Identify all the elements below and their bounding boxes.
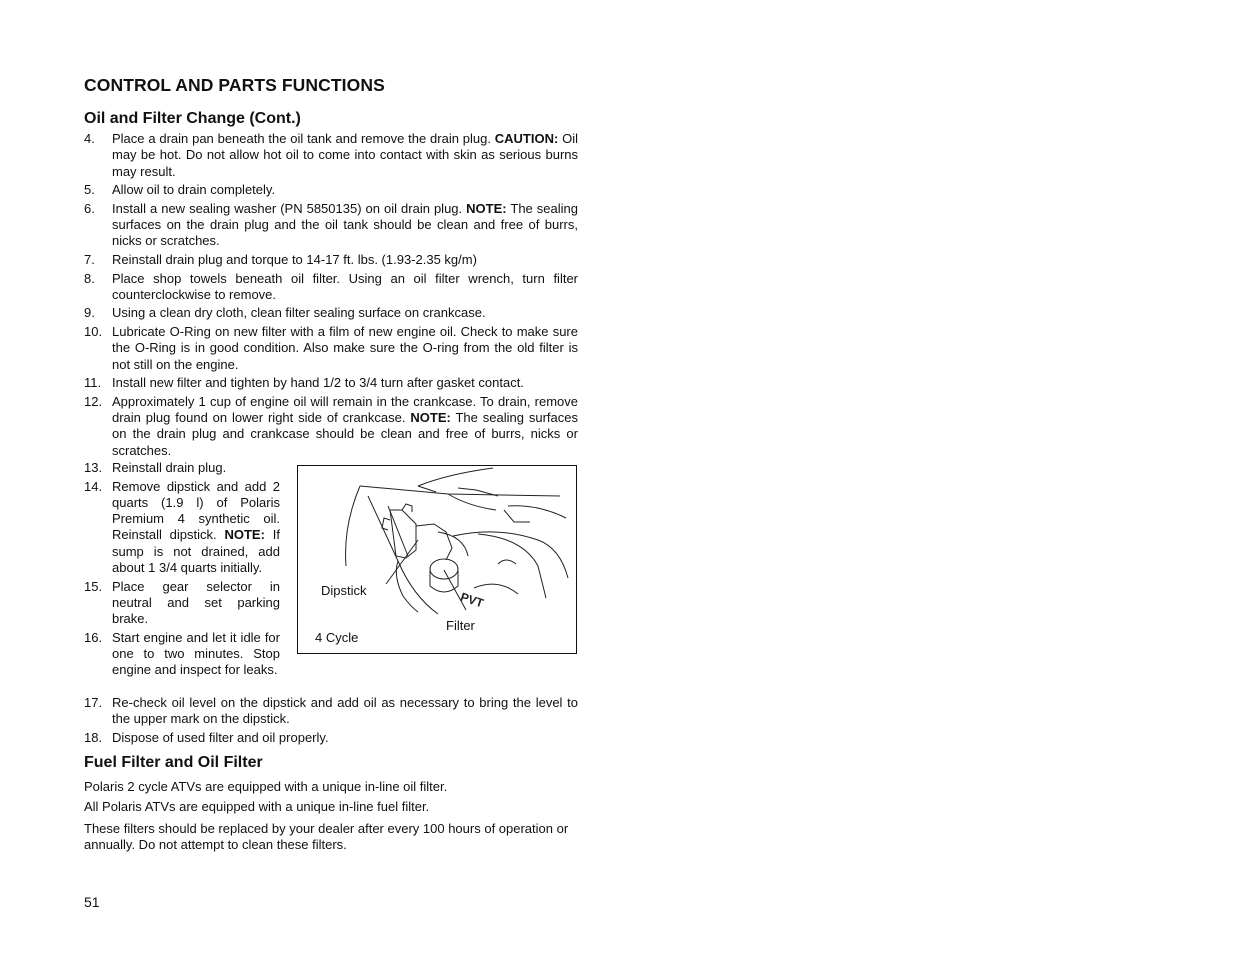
step-number: 8. [84,270,95,286]
section-title-oil-filter-change: Oil and Filter Change (Cont.) [84,110,301,127]
step-item [84,252,578,268]
step-text: Install a new sealing washer (PN 5850135) on oil drain plug. [112,200,467,216]
step-text: Place a drain pan beneath the oil tank and remove the drain plug. [112,131,495,146]
step-number: 15. [84,578,103,594]
step-text: Allow oil to drain completely. [112,182,276,198]
step-number: 4. [84,131,95,146]
step-item [84,182,578,198]
dipstick-label: Dipstick [321,583,367,598]
step-caution: CAUTION: [494,131,559,146]
page-title: CONTROL AND PARTS FUNCTIONS [84,75,385,95]
step-text: Using a clean dry cloth, clean filter sealing surface on crankcase. [112,305,486,321]
step-item [84,375,578,391]
steps-list-lower [84,695,578,748]
step-text: The sealing surfaces on the drain plug and crankcase should be clean and free of burrs, nicks or scratches. [112,410,578,458]
step-text: Approximately 1 cup of engine oil will remain in the crankcase. To drain, remove drain plug found on lower right side of crankcase. [112,393,578,426]
step-item [84,324,578,373]
step-item [84,460,280,476]
step-number: 6. [84,200,95,216]
pvt-logo: PVT [458,589,486,611]
step-text: Dispose of used filter and oil properly. [112,729,329,745]
step-number: 13. [84,460,103,475]
step-number: 18. [84,729,103,745]
step-number: 14. [84,478,103,494]
engine-illustration [298,466,576,653]
step-number: 16. [84,629,103,645]
cycle-label: 4 Cycle [315,630,359,645]
paragraph: These filters should be replaced by your dealer after every 100 hours of operation or annually. Do not attempt to clean these filters. [84,821,569,852]
step-number: 11. [84,375,102,391]
step-text: Oil may be hot. Do not allow hot oil to come into contact with skin as serious burns may result. [112,131,578,179]
step-number: 7. [84,251,95,267]
step-text: Start engine and let it idle for one to two minutes. Stop engine and inspect for leaks. [112,629,280,678]
step-number: 10. [84,324,103,340]
step-item [84,579,280,628]
step-item [84,271,578,304]
step-item [84,630,280,679]
step-number: 9. [84,305,95,321]
step-item [84,305,578,321]
step-text: Install new filter and tighten by hand 1/2 to 3/4 turn after gasket contact. [112,375,524,391]
step-text: The sealing surfaces on the drain plug and the oil tank should be clean and free of burrs, nicks or scratches. [112,200,578,249]
step-item [84,131,578,180]
step-text: Place gear selector in neutral and set parking brake. [112,578,280,627]
step-text: Place shop towels beneath oil filter. Using an oil filter wrench, turn filter counterclockwise to remove. [112,270,578,302]
step-number: 17. [84,695,103,710]
step-number: 12. [84,393,103,409]
step-note: NOTE: [410,410,451,426]
filter-label: Filter [446,618,475,633]
engine-oil-figure [297,465,577,654]
step-text: Reinstall drain plug and torque to 14-17 ft. lbs. (1.93-2.35 kg/m) [112,251,477,267]
step-item [84,479,280,577]
step-number: 5. [84,182,95,198]
paragraph: Polaris 2 cycle ATVs are equipped with a unique in-line oil filter. [84,779,448,794]
steps-list-upper [84,131,578,461]
section-title-fuel-oil-filter: Fuel Filter and Oil Filter [84,754,263,771]
page-number: 51 [84,894,100,910]
step-text: Remove dipstick and add 2 quarts (1.9 l) of Polaris Premium 4 synthetic oil. Reinstall dipstick. [112,478,280,543]
step-note: NOTE: [466,200,507,216]
step-item [84,201,578,250]
step-text: Lubricate O-Ring on new filter with a film of new engine oil. Check to make sure the O-Ring is in good condition. Also make sure the O-ring from the old filter is not still on the engine. [112,324,578,372]
step-item [84,394,578,459]
paragraph: All Polaris ATVs are equipped with a unique in-line fuel filter. [84,799,430,814]
step-text: Reinstall drain plug. [112,460,227,475]
step-text: Re-check oil level on the dipstick and add oil as necessary to bring the level to the upper mark on the dipstick. [112,695,578,727]
step-item [84,730,578,746]
step-text: If sump is not drained, add about 1 3/4 quarts initially. [112,527,280,576]
step-note: NOTE: [224,527,265,543]
steps-list-beside-figure [84,460,280,681]
step-item [84,695,578,728]
